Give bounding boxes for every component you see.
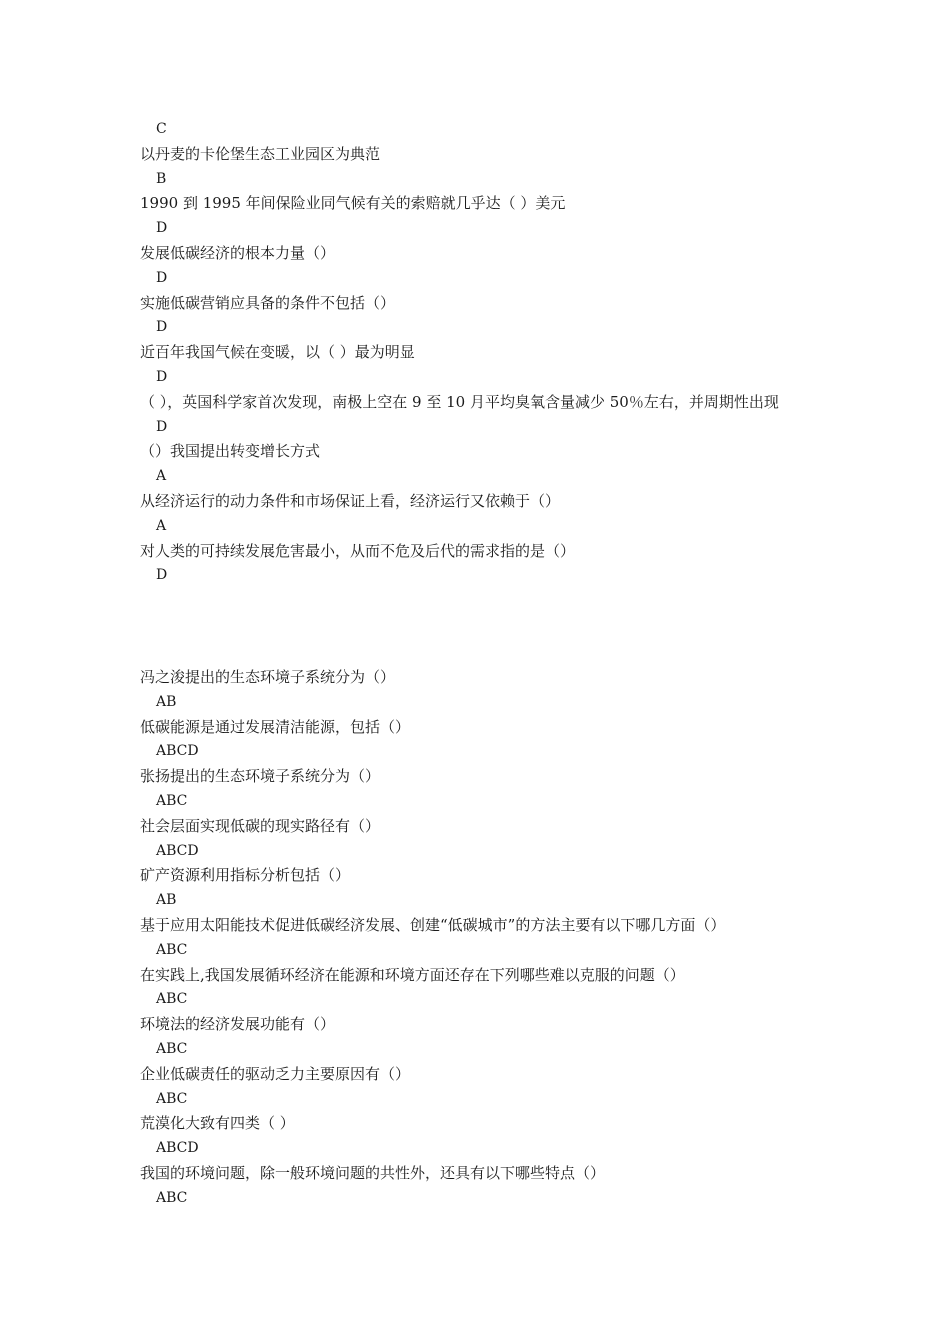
answer-text: C xyxy=(156,121,167,137)
answer-text: ABCD xyxy=(156,743,199,760)
question-list-multiple-choice xyxy=(140,665,830,1211)
answer-text: AB xyxy=(156,693,177,710)
question-text: 社会层面实现低碳的现实路径有（） xyxy=(140,816,381,835)
answer-text: D xyxy=(156,368,168,385)
question-text: 矿产资源利用指标分析包括（） xyxy=(140,866,351,885)
answer-text: ABCD xyxy=(156,842,199,859)
question-text: 低碳能源是通过发展清洁能源，包括（） xyxy=(140,717,411,736)
answer-text: AB xyxy=(156,892,177,909)
answer-text: ABCD xyxy=(156,1140,199,1157)
answer-text: A xyxy=(156,468,167,485)
question-text: 1990 到 1995 年间保险业同气候有关的索赔就几乎达（ ）美元 xyxy=(140,194,566,213)
answer-text: ABC xyxy=(156,1090,188,1107)
answer-text: D xyxy=(156,269,168,286)
question-text: 实施低碳营销应具备的条件不包括（） xyxy=(140,293,396,312)
question-text: 冯之浚提出的生态环境子系统分为（） xyxy=(140,668,396,686)
question-text: 环境法的经济发展功能有（） xyxy=(140,1015,336,1034)
answer-text: D xyxy=(156,418,168,435)
answer-text: ABC xyxy=(156,1040,188,1057)
question-text: 企业低碳责任的驱动乏力主要原因有（） xyxy=(140,1064,411,1083)
question-text: 荒漠化大致有四类（ ） xyxy=(140,1114,295,1133)
answer-text: ABC xyxy=(156,941,188,958)
question-list-single-choice xyxy=(140,117,830,588)
answer-text: ABC xyxy=(156,792,188,809)
answer-text: ABC xyxy=(156,991,188,1008)
answer-text: B xyxy=(156,170,167,187)
question-text: 张扬提出的生态环境子系统分为（） xyxy=(140,767,381,786)
answer-text: D xyxy=(156,567,168,584)
question-text: 在实践上,我国发展循环经济在能源和环境方面还存在下列哪些难以克服的问题（） xyxy=(140,965,685,984)
question-text: （ ），英国科学家首次发现，南极上空在 9 至 10 月平均臭氧含量减少 50％左右，并周期性出现 xyxy=(140,392,779,411)
question-text: 对人类的可持续发展危害最小，从而不危及后代的需求指的是（） xyxy=(140,541,576,560)
question-text: 从经济运行的动力条件和市场保证上看，经济运行又依赖于（） xyxy=(140,491,561,510)
question-text: 发展低碳经济的根本力量（） xyxy=(140,243,336,262)
answer-text: A xyxy=(156,517,167,534)
question-text: 以丹麦的卡伦堡生态工业园区为典范 xyxy=(140,144,381,163)
question-text: 基于应用太阳能技术促进低碳经济发展、创建“低碳城市”的方法主要有以下哪几方面（） xyxy=(140,915,726,934)
question-text: 我国的环境问题，除一般环境问题的共性外，还具有以下哪些特点（） xyxy=(140,1163,606,1182)
answer-text: D xyxy=(156,220,168,237)
answer-text: D xyxy=(156,319,168,336)
question-text: （）我国提出转变增长方式 xyxy=(140,442,321,461)
answer-text: ABC xyxy=(156,1189,188,1206)
question-text: 近百年我国气候在变暖，以（ ）最为明显 xyxy=(140,343,415,362)
